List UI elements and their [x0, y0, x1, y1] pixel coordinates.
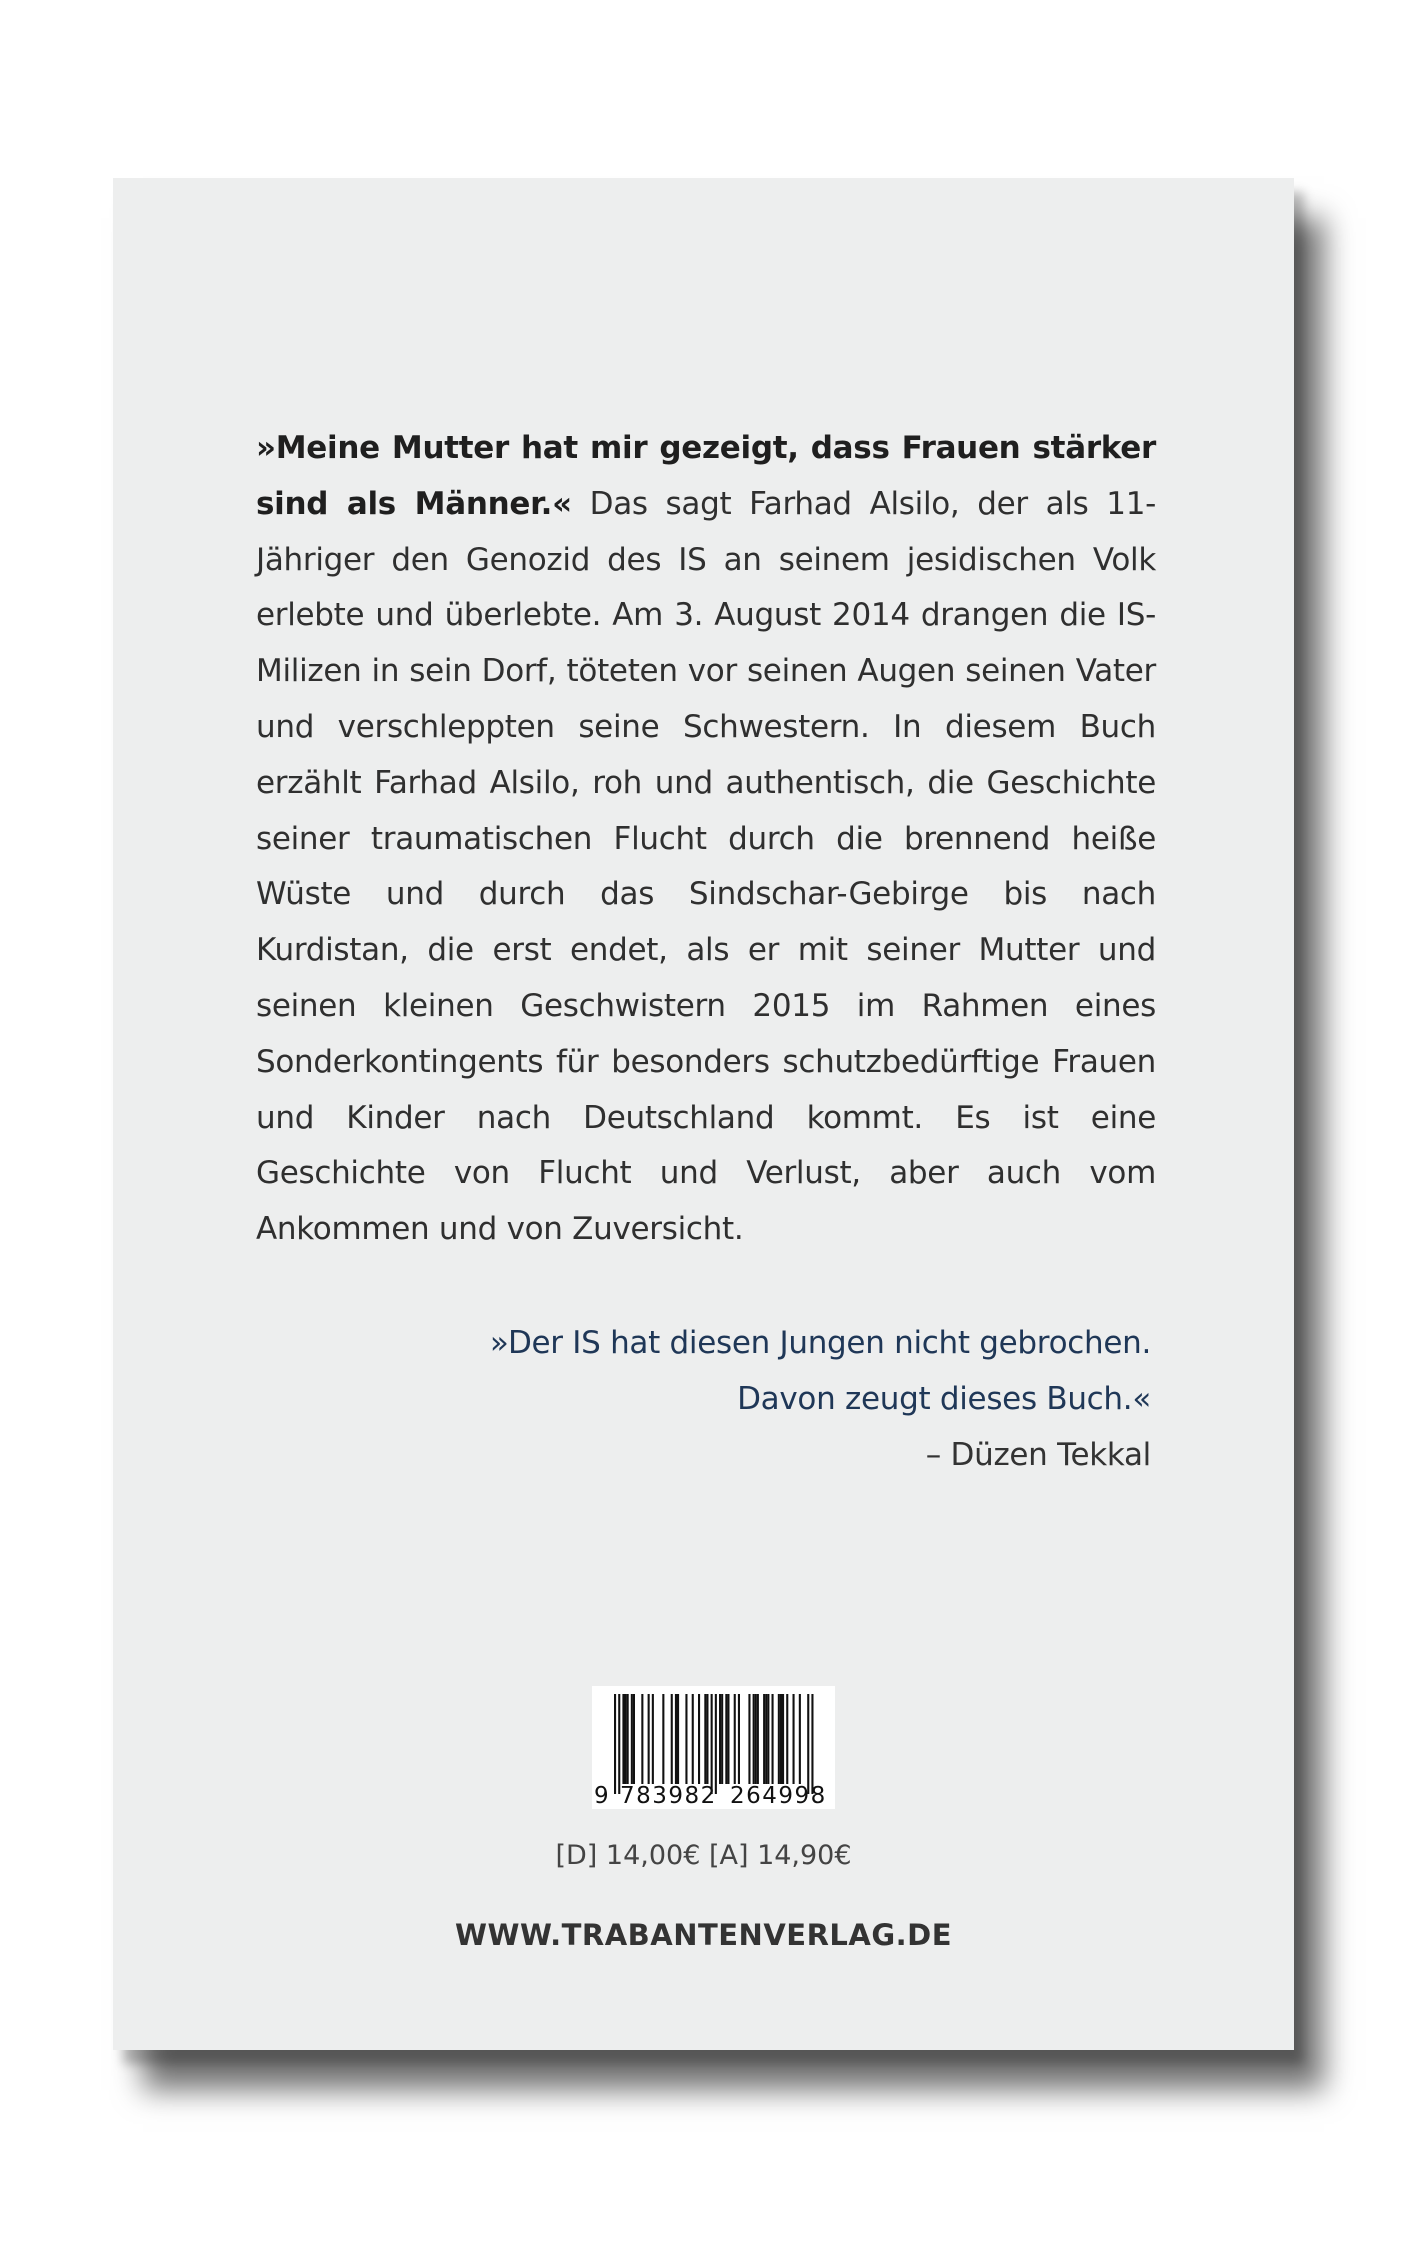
barcode-bar — [692, 1694, 694, 1784]
barcode-bar — [765, 1694, 767, 1784]
isbn-left-digits: 783982 — [620, 1783, 717, 1809]
publisher-website: WWW.TRABANTENVERLAG.DE — [454, 1918, 953, 1952]
isbn-right-digits: 264998 — [730, 1783, 827, 1809]
barcode-bar — [767, 1694, 769, 1784]
barcode-bar — [799, 1694, 801, 1784]
barcode-bar — [648, 1694, 650, 1784]
barcode-bar — [757, 1694, 759, 1784]
barcode-bar — [753, 1694, 755, 1784]
barcode-bar — [786, 1694, 788, 1784]
barcode-bar — [706, 1694, 708, 1784]
quote-author: – Düzen Tekkal — [925, 1437, 1151, 1473]
barcode-bar — [715, 1694, 717, 1794]
barcode-bar — [778, 1694, 780, 1784]
barcode-bar — [734, 1694, 736, 1784]
isbn-first-digit: 9 — [594, 1783, 609, 1809]
barcode-bar — [677, 1694, 679, 1784]
barcode-bar — [675, 1694, 677, 1784]
barcode-bar — [811, 1694, 813, 1794]
barcode-bars — [592, 1686, 835, 1796]
barcode-bar — [738, 1694, 740, 1784]
barcode-bar — [641, 1694, 643, 1784]
barcode-bar — [727, 1694, 729, 1784]
barcode-bar — [622, 1694, 624, 1784]
barcode-bar — [698, 1694, 700, 1784]
barcode-bar — [652, 1694, 654, 1784]
barcode-bar — [725, 1694, 727, 1784]
price-label: [D] 14,00€ [A] 14,90€ — [555, 1840, 852, 1871]
quote-line-1: »Der IS hat diesen Jungen nicht gebrochen. — [489, 1325, 1151, 1361]
barcode-bar — [685, 1694, 687, 1784]
barcode-bar — [748, 1694, 750, 1784]
endorsement-quote — [451, 1315, 1151, 1483]
barcode-bar — [755, 1694, 757, 1784]
barcode-bar — [704, 1694, 706, 1784]
isbn-barcode — [592, 1686, 835, 1809]
barcode-bar — [780, 1694, 782, 1784]
barcode-bar — [711, 1694, 713, 1794]
barcode-bar — [662, 1694, 664, 1784]
barcode-bar — [719, 1694, 721, 1784]
barcode-bar — [782, 1694, 784, 1784]
barcode-bar — [627, 1694, 629, 1784]
isbn-digits — [592, 1783, 835, 1809]
quote-line-2: Davon zeugt dieses Buch.« — [737, 1381, 1151, 1417]
barcode-bar — [625, 1694, 627, 1784]
barcode-bar — [793, 1694, 795, 1784]
barcode-bar — [721, 1694, 723, 1784]
barcode-bar — [614, 1694, 616, 1794]
book-back-cover — [113, 178, 1294, 2050]
blurb-text — [256, 421, 1156, 1258]
barcode-bar — [633, 1694, 635, 1784]
barcode-bar — [772, 1694, 774, 1784]
barcode-bar — [807, 1694, 809, 1794]
blurb-lead-quote: »Meine Mutter hat mir gezeigt, dass Frauen stärker sind als Männer.« — [256, 430, 1156, 522]
barcode-bar — [631, 1694, 633, 1784]
barcode-bar — [671, 1694, 673, 1784]
barcode-bar — [763, 1694, 765, 1784]
barcode-bar — [618, 1694, 620, 1794]
blurb-body: Das sagt Farhad Alsilo, der als 11-Jähriger den Genozid des IS an seinem jesidischen Volk erlebte und überlebte. Am 3. August 2014 drangen die IS-Milizen in sein Dorf, töteten vor seinen Augen seinen Vater und verschleppten seine Schwestern. In diesem Buch erzählt Farhad Alsilo, roh und authentisch, die Geschichte seiner traumatischen Flucht durch die brennend heiße Wüste und durch das Sindschar-Gebirge bis nach Kurdistan, die erst endet, als er mit seiner Mutter und seinen kleinen Geschwistern 2015 im Rahmen eines Sonderkontingents für besonders schutzbedürftige Frauen und Kinder nach Deutschland kommt. Es ist eine Geschichte von Flucht und Verlust, aber auch vom Ankommen und von Zuversicht. — [256, 485, 1157, 1248]
